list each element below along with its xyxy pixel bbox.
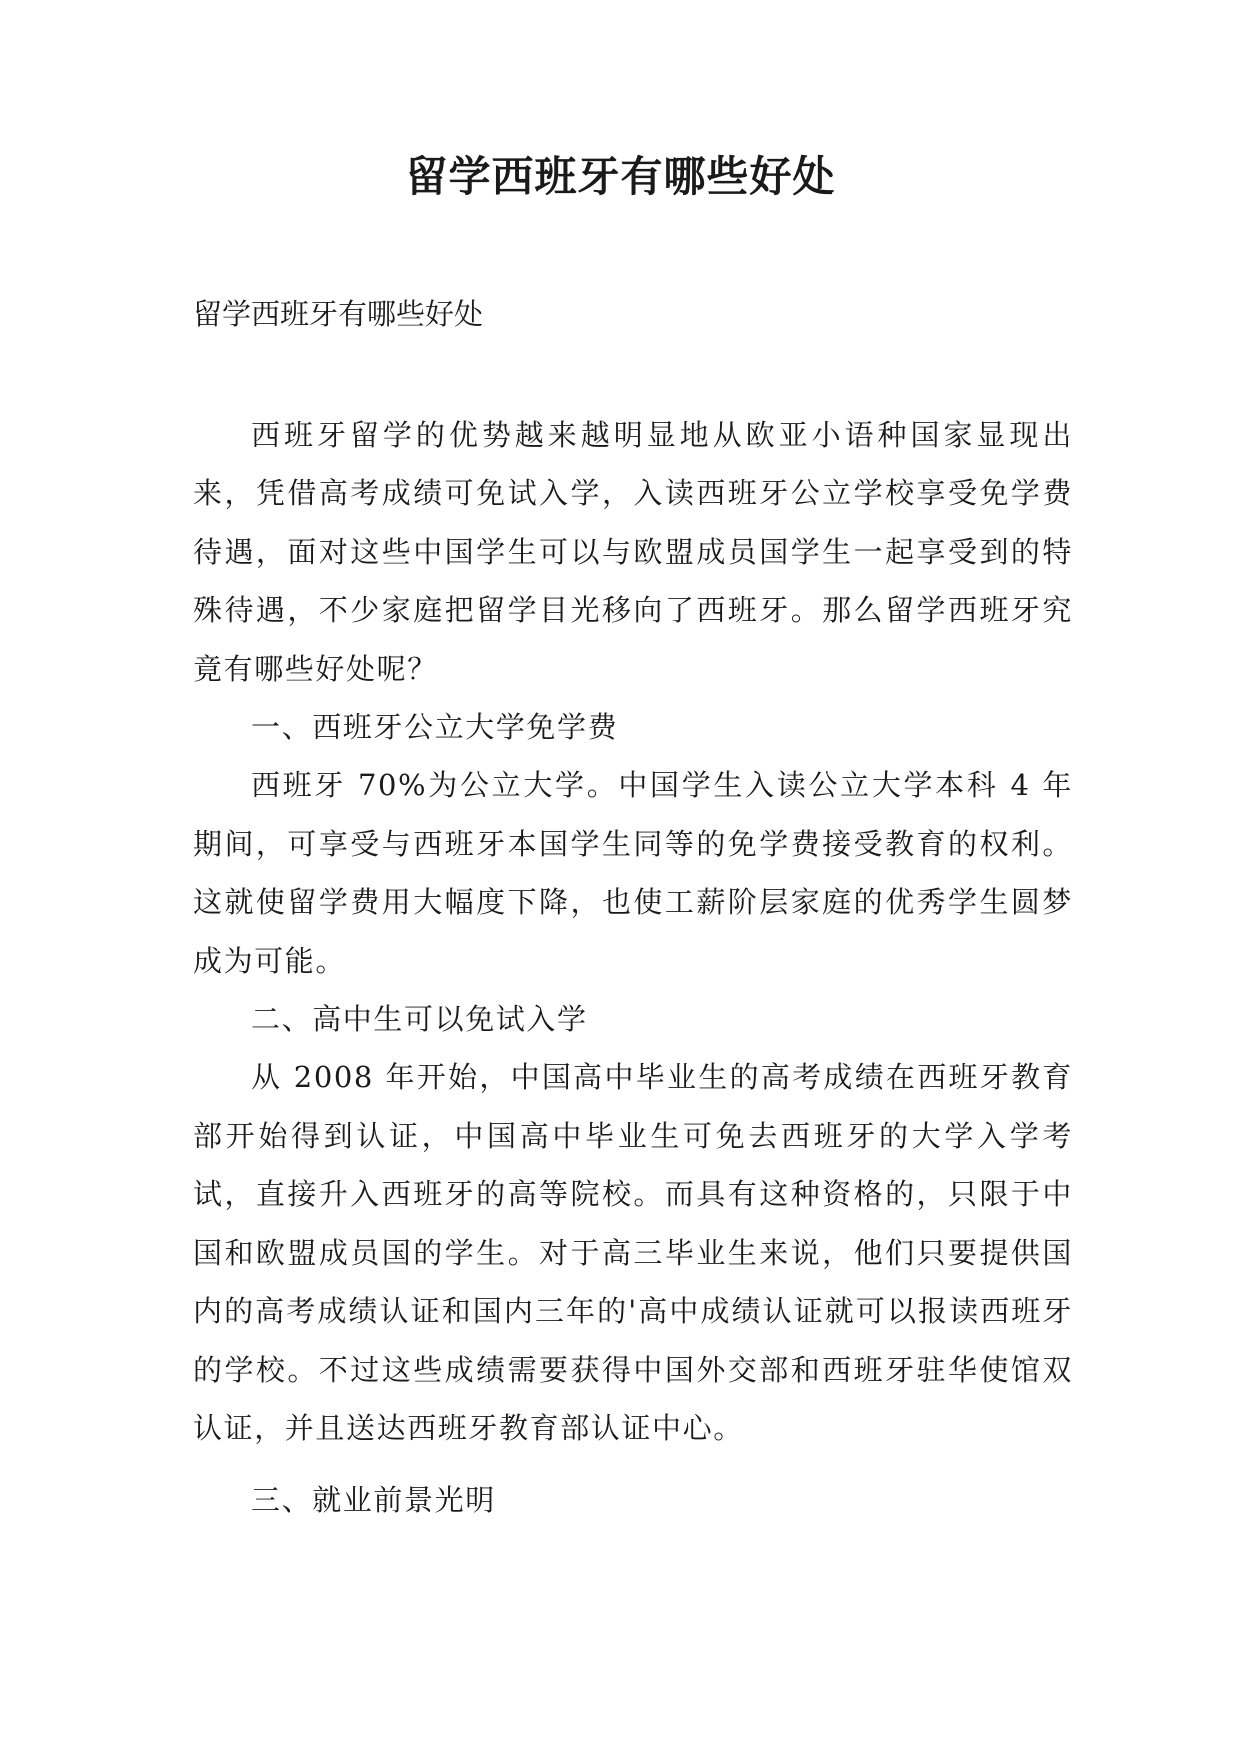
- document-body: [193, 406, 1073, 1530]
- section-heading-3: 三、就业前景光明: [251, 1483, 496, 1518]
- intro-paragraph: 西班牙留学的优势越来越明显地从欧亚小语种国家显现出来，凭借高考成绩可免试入学，入读西班牙公立学校享受免学费待遇，面对这些中国学生可以与欧盟成员国学生一起享受到的特殊待遇，不少家庭把留学目光移向了西班牙。那么留学西班牙究竟有哪些好处呢？: [193, 418, 1073, 686]
- section-paragraph-1: 西班牙 70%为公立大学。中国学生入读公立大学本科 4 年期间，可享受与西班牙本国学生同等的免学费接受教育的权利。这就使留学费用大幅度下降，也使工薪阶层家庭的优秀学生圆梦成为可能。: [193, 768, 1073, 978]
- section-heading-2: 二、高中生可以免试入学: [251, 1002, 588, 1037]
- document-subtitle: 留学西班牙有哪些好处: [193, 297, 484, 331]
- document-title: 留学西班牙有哪些好处: [405, 152, 836, 201]
- section-paragraph-2: 从 2008 年开始，中国高中毕业生的高考成绩在西班牙教育部开始得到认证，中国高中毕业生可免去西班牙的大学入学考试，直接升入西班牙的高等院校。而具有这种资格的，只限于中国和欧盟成员国的学生。对于高三毕业生来说，他们只要提供国内的高考成绩认证和国内三年的'高中成绩认证就可以报读西班牙的学校。不过这些成绩需要获得中国外交部和西班牙驻华使馆双认证，并且送达西班牙教育部认证中心。: [193, 1060, 1073, 1445]
- section-heading-1: 一、西班牙公立大学免学费: [251, 710, 619, 745]
